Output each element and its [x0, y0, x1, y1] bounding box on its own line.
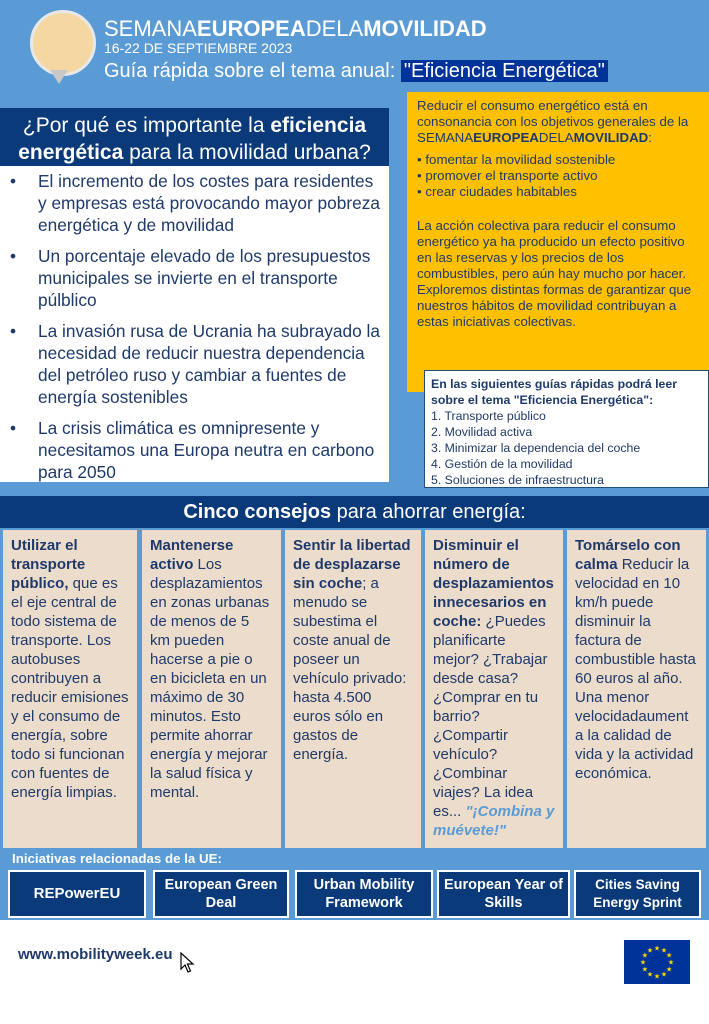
initiative-button-repowereu[interactable]: REPowerEU — [8, 870, 146, 918]
guide-item: 1. Transporte público — [431, 409, 546, 423]
objective-item: • fomentar la movilidad sostenible — [417, 152, 616, 167]
tip-card: Mantenerse activo Los desplazamientos en zonas urbanas de menos de 5 km pueden hacerse a pie o en bicicleta en un máximo de 30 minutos. Esto permite ahorrar energía y mejorar la salud física y mental. — [142, 530, 281, 848]
reason-item: • La crisis climática es omnipresente y necesitamos una Europa neutra en carbono para 2050 — [0, 417, 389, 483]
guides-title: En las siguientes guías rápidas podrá leer sobre el tema "Eficiencia Energética": — [431, 377, 678, 407]
event-dates: 16-22 DE SEPTIEMBRE 2023 — [104, 40, 293, 56]
question-heading: ¿Por qué es importante la eficiencia energética para la movilidad urbana? — [0, 108, 389, 166]
guides-box — [424, 370, 709, 488]
eu-star-icon: ★ — [641, 952, 649, 960]
eu-star-icon: ★ — [653, 973, 661, 981]
guide-item: 4. Gestión de la movilidad — [431, 457, 573, 471]
initiative-button-green-deal[interactable]: European Green Deal — [153, 870, 289, 918]
eu-star-icon: ★ — [646, 971, 654, 979]
eu-star-icon: ★ — [665, 952, 673, 960]
objective-item: • promover el transporte activo — [417, 168, 598, 183]
eu-flag-icon — [624, 940, 690, 984]
reason-item: • Un porcentaje elevado de los presupuestos municipales se invierte en el transporte púlblico — [0, 245, 389, 311]
tip-card: Utilizar el transporte público, que es el eje central de todo sistema de transporte. Los autobuses contribuyen a reducir emisiones y el consumo de energía, sobre todo si funcionan con fuentes de energía limpias. — [3, 530, 137, 848]
tip-card: Sentir la libertad de desplazarse sin coche; a menudo se subestima el coste anual de poseer un vehículo privado: hasta 4.500 euros sólo en gastos de energía. — [285, 530, 421, 848]
tip-card: Disminuir el número de desplazamientos innecesarios en coche: ¿Puedes planificarte mejor? ¿Trabajar desde casa? ¿Comprar en tu barrio? ¿Compartir vehículo? ¿Combinar viajes? La idea es... "¡Combina y muévete!" — [425, 530, 563, 848]
reason-item: • El incremento de los costes para residentes y empresas está provocando mayor pobreza energética y de movilidad — [0, 170, 389, 236]
mouse-cursor-icon — [180, 952, 196, 974]
guide-item: 2. Movilidad activa — [431, 425, 533, 439]
eu-star-icon: ★ — [646, 947, 654, 955]
eu-star-icon: ★ — [660, 971, 668, 979]
eu-star-icon: ★ — [665, 966, 673, 974]
guide-item: 3. Minimizar la dependencia del coche — [431, 441, 641, 455]
eu-star-icon: ★ — [667, 959, 675, 967]
guide-item: 5. Soluciones de infraestructura — [431, 473, 604, 487]
objectives-box — [407, 92, 709, 392]
reasons-list — [0, 166, 389, 482]
initiatives-label: Iniciativas relacionadas de la UE: — [12, 851, 222, 866]
page-title: SEMANAEUROPEADELAMOVILIDAD — [104, 16, 487, 41]
initiative-button-energy-sprint[interactable]: Cities Saving Energy Sprint — [574, 870, 701, 918]
objectives-intro: Reducir el consumo energético está en consonancia con los objetivos generales de la SEMANAEUROPEADELAMOVILIDAD: — [417, 98, 689, 145]
website-link[interactable]: www.mobilityweek.eu — [18, 946, 173, 963]
mobility-week-logo — [30, 10, 96, 76]
guide-subtitle: Guía rápida sobre el tema anual: "Eficiencia Energética" — [104, 60, 608, 83]
eu-star-icon: ★ — [641, 966, 649, 974]
initiative-button-year-of-skills[interactable]: European Year of Skills — [437, 870, 570, 918]
tips-heading: Cinco consejos para ahorrar energía: — [0, 496, 709, 528]
reason-item: • La invasión rusa de Ucrania ha subrayado la necesidad de reducir nuestra dependencia del petróleo ruso y cambiar a fuentes de energía sostenibles — [0, 320, 389, 408]
objectives-paragraph: La acción colectiva para reducir el consumo energético ya ha producido un efecto positivo en las reservas y los precios de los combustibles, pero aún hay mucho por hacer. Exploremos distintas formas de garantizar que nuestros hábitos de movilidad contribuyan a estas iniciativas colectivas. — [417, 218, 692, 329]
eu-star-icon: ★ — [660, 947, 668, 955]
eu-star-icon: ★ — [639, 959, 647, 967]
guide-theme: "Eficiencia Energética" — [401, 60, 608, 82]
initiative-button-urban-mobility[interactable]: Urban Mobility Framework — [295, 870, 433, 918]
eu-star-icon: ★ — [653, 945, 661, 953]
tip-card: Tomárselo con calma Reducir la velocidad en 10 km/h puede disminuir la factura de combustible hasta 60 euros al año. Una menor velocidadaument a la calidad de vida y la actividad económica. — [567, 530, 706, 848]
objective-item: • crear ciudades habitables — [417, 184, 577, 199]
